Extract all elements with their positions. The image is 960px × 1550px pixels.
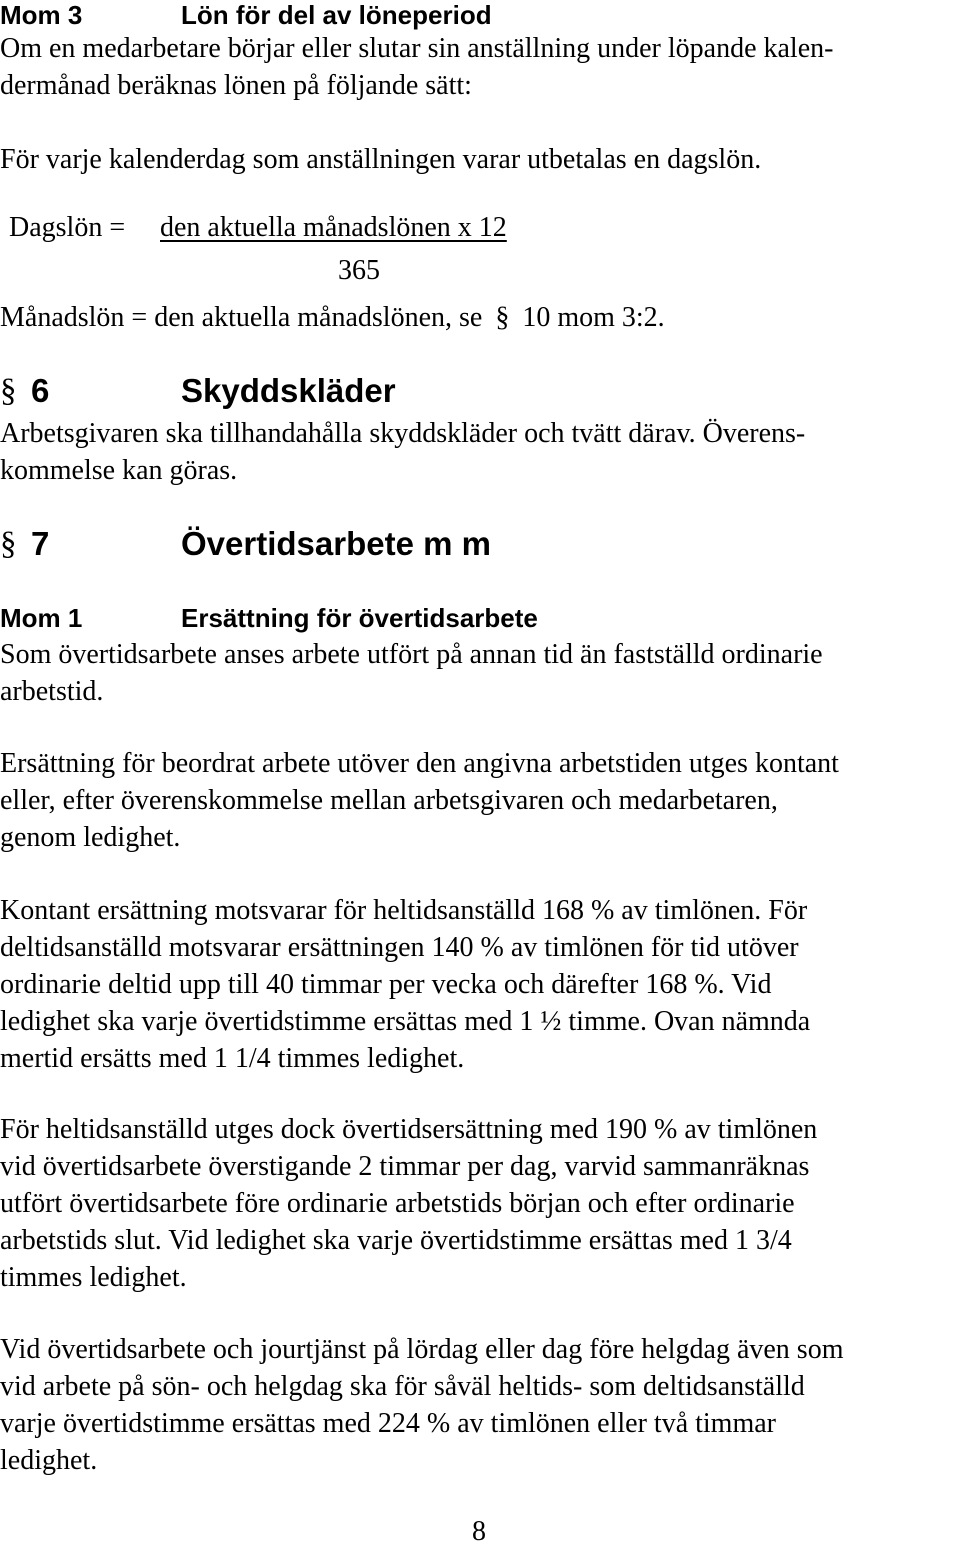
paragraph-line: vid övertidsarbete överstigande 2 timmar per dag, varvid sammanräknas xyxy=(0,1151,810,1182)
monthly-pay-before: Månadslön = den aktuella månadslönen, se xyxy=(0,302,483,333)
daily-pay-text: För varje kalenderdag som anställningen varar utbetalas en dagslön. xyxy=(0,144,762,175)
section6-line: kommelse kan göras. xyxy=(0,455,238,486)
paragraph-line: genom ledighet. xyxy=(0,822,181,853)
paragraph-line: Ersättning för beordrat arbete utöver den angivna arbetstiden utges kontant xyxy=(0,748,839,779)
mom3-number: Mom 3 xyxy=(0,0,83,30)
section6-number: 6 xyxy=(31,372,50,409)
paragraph-line: ordinarie deltid upp till 40 timmar per vecka och därefter 168 %. Vid xyxy=(0,969,772,1000)
section6-line: Arbetsgivaren ska tillhandahålla skyddskläder och tvätt därav. Överens- xyxy=(0,418,806,449)
section7-number: 7 xyxy=(31,525,50,562)
paragraph-line: varje övertidstimme ersättas med 224 % av timlönen eller två timmar xyxy=(0,1408,776,1439)
paragraph xyxy=(0,1111,960,1296)
monthly-pay-text xyxy=(0,299,665,336)
paragraph-line: utfört övertidsarbete före ordinarie arbetstids början och efter ordinarie xyxy=(0,1188,795,1219)
mom3-intro xyxy=(0,30,960,104)
mom3-intro-line: dermånad beräknas lönen på följande sätt: xyxy=(0,70,472,101)
formula-numerator: den aktuella månadslönen x 12 xyxy=(160,212,507,243)
paragraph-line: arbetstid. xyxy=(0,676,104,707)
paragraph-line: Som övertidsarbete anses arbete utfört på annan tid än fastställd ordinarie xyxy=(0,639,823,670)
paragraph-line: vid arbete på sön- och helgdag ska för såväl heltids- som deltidsanställd xyxy=(0,1371,805,1402)
mom3-intro-line: Om en medarbetare börjar eller slutar sin anställning under löpande kalen- xyxy=(0,33,834,64)
section-symbol: § xyxy=(0,526,17,562)
paragraph xyxy=(0,1331,960,1479)
mom3-title: Lön för del av löneperiod xyxy=(181,0,492,30)
monthly-pay-after: 10 mom 3:2. xyxy=(522,302,665,333)
mom1-title: Ersättning för övertidsarbete xyxy=(181,603,538,633)
formula-denominator: 365 xyxy=(338,255,380,286)
paragraph xyxy=(0,636,960,710)
section6-body xyxy=(0,415,960,489)
paragraph-line: ledighet. xyxy=(0,1445,98,1476)
section6-title: Skyddskläder xyxy=(181,372,396,409)
paragraph-line: Kontant ersättning motsvarar för heltidsanställd 168 % av timlönen. För xyxy=(0,895,808,926)
section-symbol: § xyxy=(0,373,17,409)
section7-title: Övertidsarbete m m xyxy=(181,525,491,562)
page-number: 8 xyxy=(472,1516,486,1547)
paragraph-line: Vid övertidsarbete och jourtjänst på lördag eller dag före helgdag även som xyxy=(0,1334,844,1365)
paragraph-line: arbetstids slut. Vid ledighet ska varje övertidstimme ersättas med 1 3/4 xyxy=(0,1225,792,1256)
paragraph-line: ledighet ska varje övertidstimme ersättas med 1 ½ timme. Ovan nämnda xyxy=(0,1006,811,1037)
paragraph-line: eller, efter överenskommelse mellan arbetsgivaren och medarbetaren, xyxy=(0,785,778,816)
paragraph-line: För heltidsanställd utges dock övertidsersättning med 190 % av timlönen xyxy=(0,1114,818,1145)
mom1-number: Mom 1 xyxy=(0,603,83,633)
section6-heading xyxy=(0,371,17,411)
section-symbol: § xyxy=(495,302,510,333)
paragraph-line: deltidsanställd motsvarar ersättningen 140 % av timlönen för tid utöver xyxy=(0,932,799,963)
paragraph xyxy=(0,745,960,856)
paragraph-line: mertid ersätts med 1 1/4 timmes ledighet. xyxy=(0,1043,465,1074)
formula-label: Dagslön = xyxy=(9,212,126,243)
paragraph xyxy=(0,892,960,1077)
paragraph-line: timmes ledighet. xyxy=(0,1262,187,1293)
section7-heading xyxy=(0,524,17,564)
